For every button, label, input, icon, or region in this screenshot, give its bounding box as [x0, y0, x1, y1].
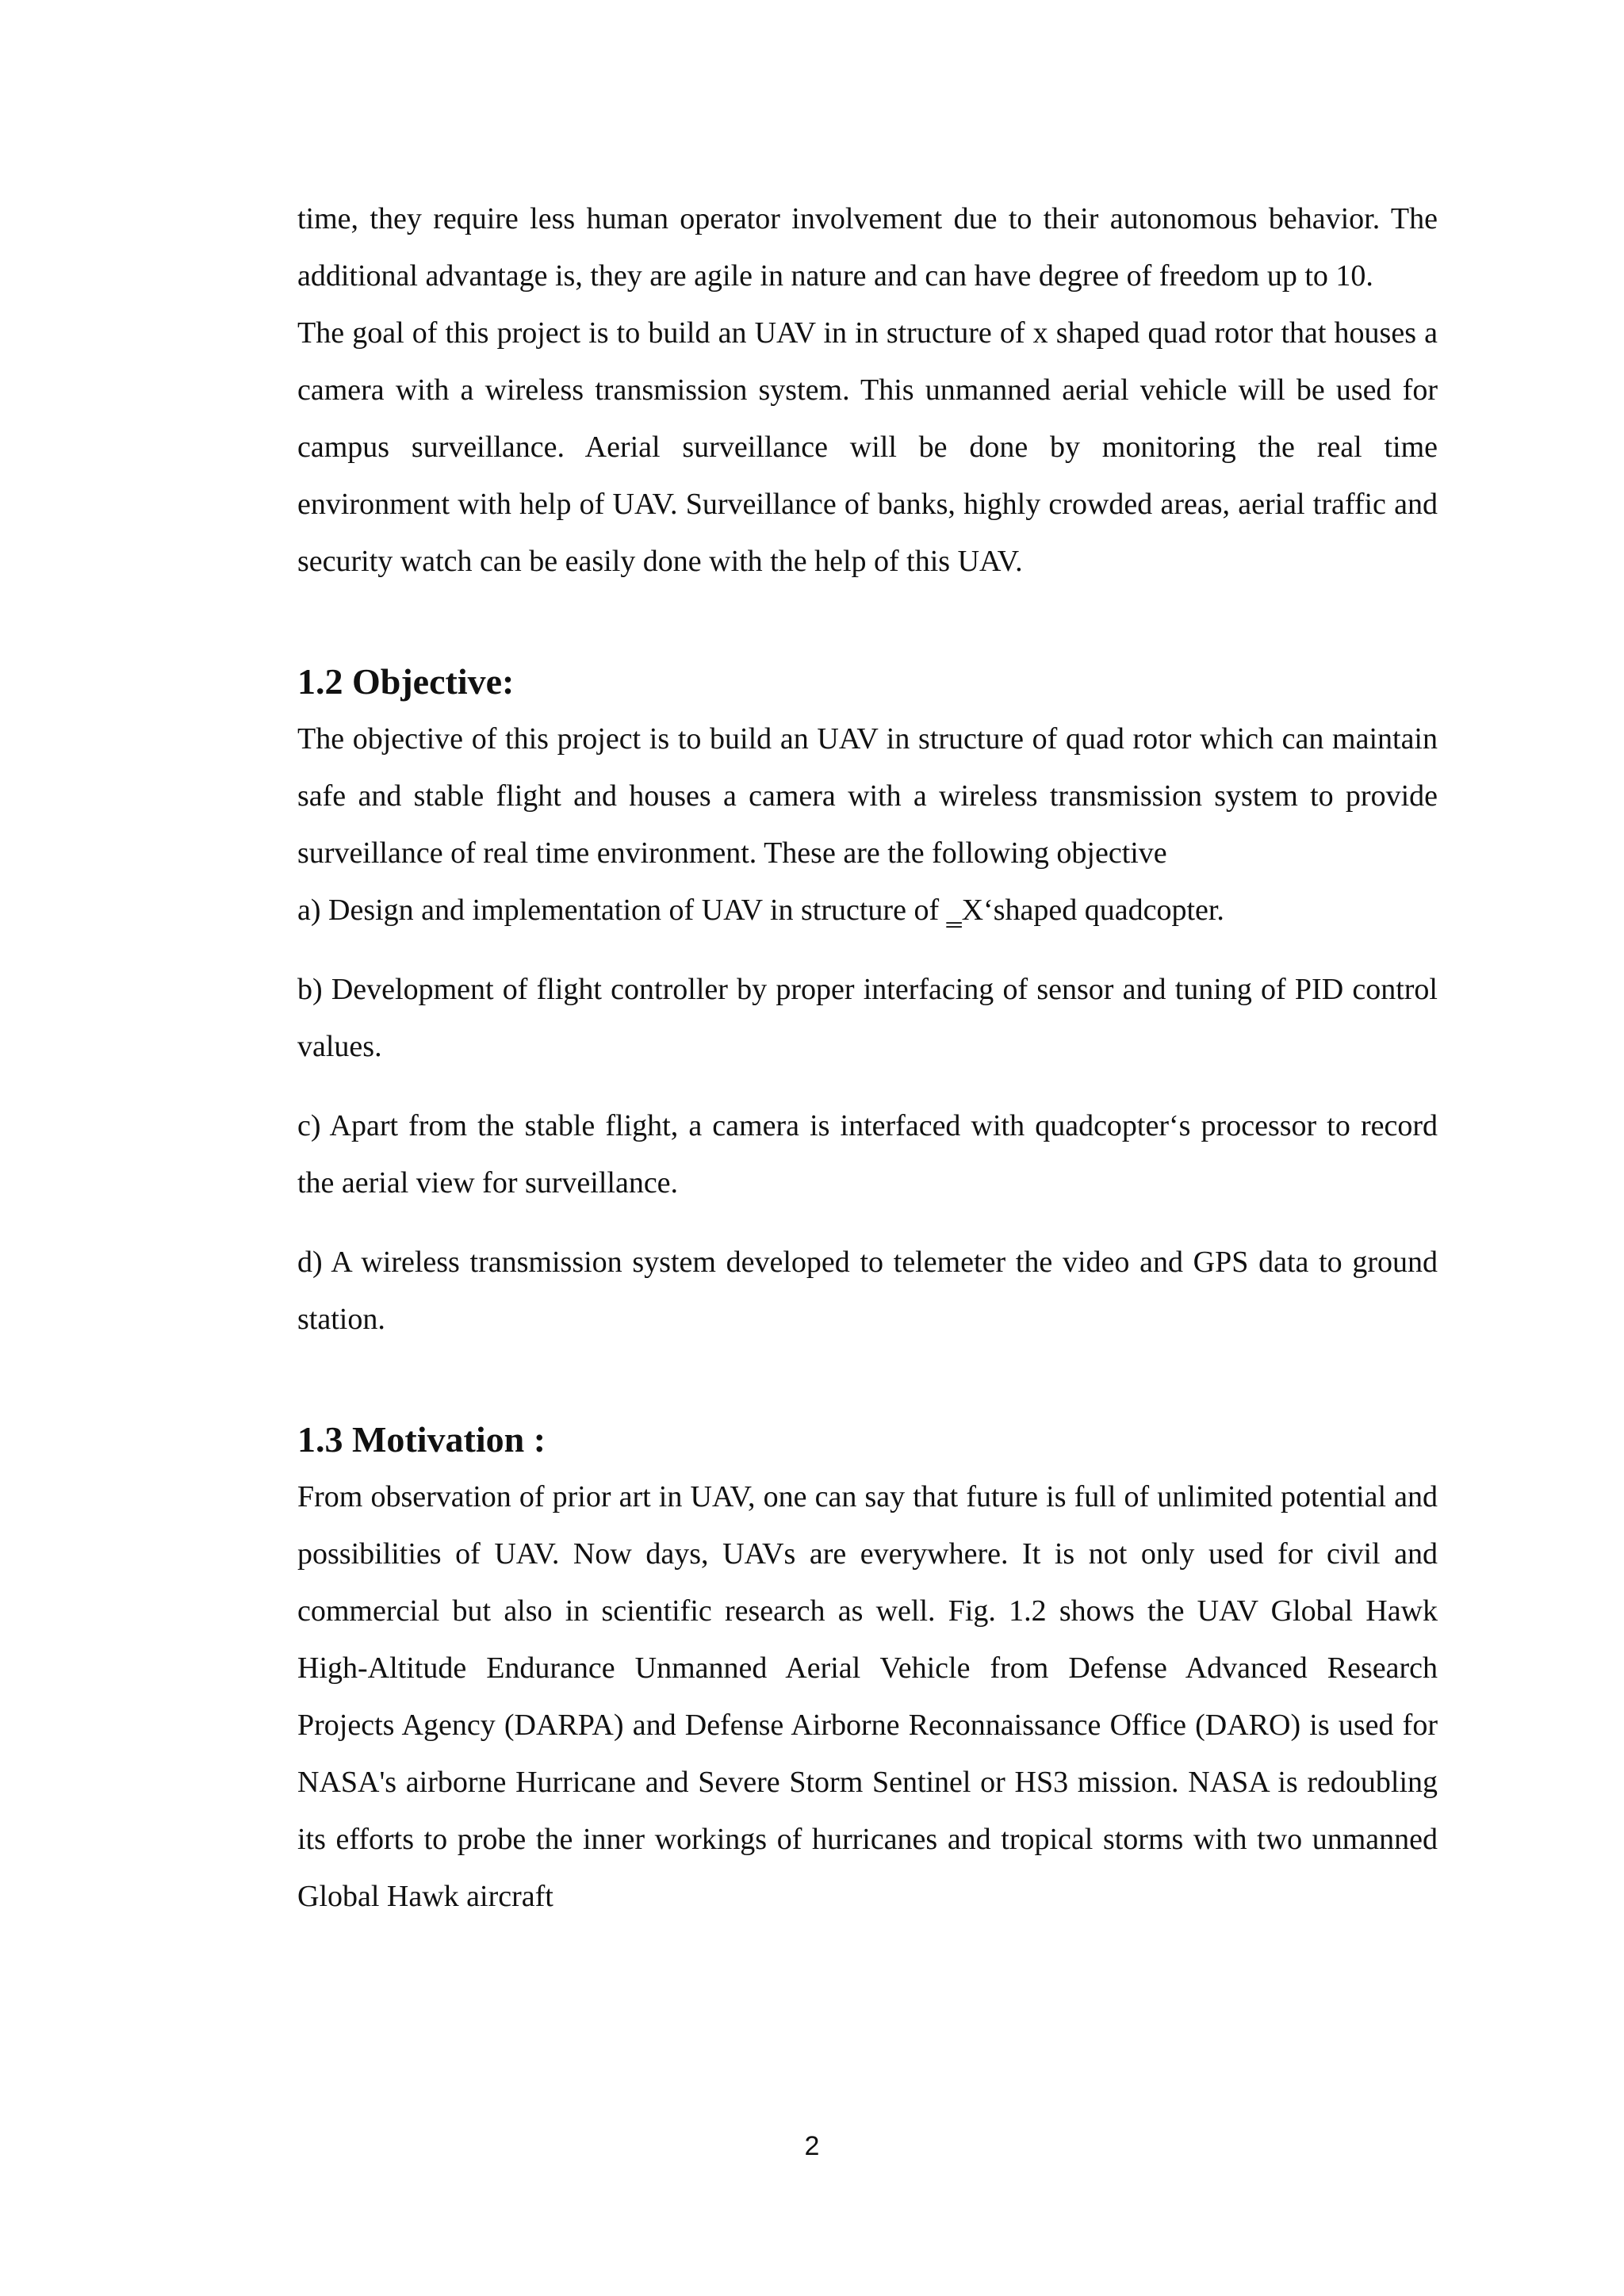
item-spacer	[297, 1211, 1438, 1234]
document-page	[297, 190, 1438, 1925]
objective-heading: 1.2 Objective:	[297, 661, 515, 702]
objective-item-d: d) A wireless transmission system developed to telemeter the video and GPS data to ground station.	[297, 1246, 1438, 1336]
objective-item-c: c) Apart from the stable flight, a camera is interfaced with quadcopter‘s processor to record the aerial view for surveillance.	[297, 1109, 1438, 1200]
item-spacer	[297, 939, 1438, 961]
motivation-heading: 1.3 Motivation :	[297, 1419, 546, 1460]
intro-paragraph-2: The goal of this project is to build an UAV in in structure of x shaped quad rotor that houses a camera with a wireless transmission system. This unmanned aerial vehicle will be used for campus surveillance. Aerial surveillance will be done by monitoring the real time environment with help of UAV. Surveillance of banks, highly crowded areas, aerial traffic and security watch can be easily done with the help of this UAV.	[297, 316, 1438, 578]
section-spacer	[297, 590, 1438, 653]
item-spacer	[297, 1075, 1438, 1097]
section-spacer	[297, 1348, 1438, 1411]
page-number: 2	[804, 2131, 820, 2161]
objective-item-a: a) Design and implementation of UAV in structure of ‗X‘shaped quadcopter.	[297, 894, 1224, 927]
intro-paragraph-1: time, they require less human operator involvement due to their autonomous behavior. The additional advantage is, they are agile in nature and can have degree of freedom up to 10.	[297, 202, 1438, 293]
motivation-paragraph: From observation of prior art in UAV, one can say that future is full of unlimited potential and possibilities of UAV. Now days, UAVs are everywhere. It is not only used for civil and commercial but also in scientific research as well. Fig. 1.2 shows the UAV Global Hawk High-Altitude Endurance Unmanned Aerial Vehicle from Defense Advanced Research Projects Agency (DARPA) and Defense Airborne Reconnaissance Office (DARO) is used for NASA's airborne Hurricane and Severe Storm Sentinel or HS3 mission. NASA is redoubling its efforts to probe the inner workings of hurricanes and tropical storms with two unmanned Global Hawk aircraft	[297, 1480, 1438, 1913]
objective-intro: The objective of this project is to build an UAV in structure of quad rotor which can maintain safe and stable flight and houses a camera with a wireless transmission system to provide surveillance of real time environment. These are the following objective	[297, 722, 1438, 870]
objective-item-b: b) Development of flight controller by proper interfacing of sensor and tuning of PID control values.	[297, 973, 1438, 1063]
